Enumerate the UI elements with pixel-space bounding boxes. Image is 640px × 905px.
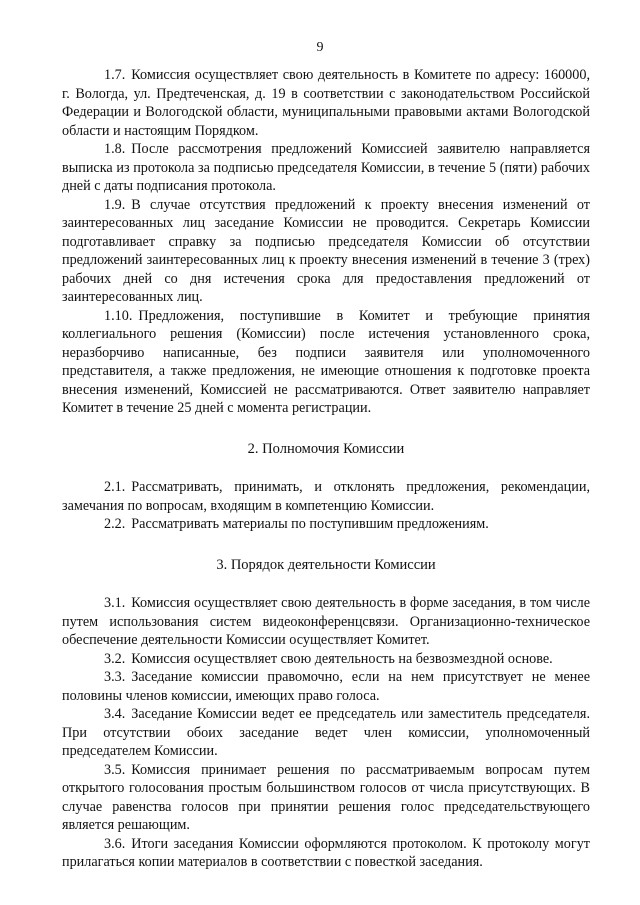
paragraph-3-5 bbox=[62, 761, 590, 835]
paragraph-number: 3.2. bbox=[104, 650, 126, 667]
paragraph-2-2 bbox=[62, 515, 590, 534]
paragraph-number: 3.5. bbox=[104, 761, 126, 778]
paragraph-number: 3.1. bbox=[104, 595, 126, 611]
paragraph-text: Комиссия осуществляет свою деятельность на безвозмездной основе. bbox=[131, 650, 553, 667]
paragraph-text: Комиссия осуществляет свою деятельность в Комитете по адресу: 160000, г. Вологда, ул. Предтеченская, д. 19 в соответствии с законодательством Российской Федерации и Вологодской области, муниципальными правовыми актами Вологодской области и настоящим Порядком. bbox=[62, 67, 590, 139]
paragraph-3-3 bbox=[62, 668, 590, 705]
paragraph-number: 2.1. bbox=[104, 479, 126, 495]
paragraph-1-7 bbox=[62, 66, 590, 140]
paragraph-1-8 bbox=[62, 140, 590, 196]
paragraph-3-6 bbox=[62, 835, 590, 872]
paragraph-number: 3.3. bbox=[104, 669, 126, 685]
paragraph-number: 1.10. bbox=[104, 307, 133, 324]
section-1 bbox=[62, 66, 590, 418]
paragraph-text: Комиссия осуществляет свою деятельность в форме заседания, в том числе путем использования систем видеоконференцсвязи. Организационно-техническое обеспечение деятельности Комиссии осуществляет Комитет. bbox=[62, 595, 590, 648]
paragraph-number: 3.4. bbox=[104, 706, 126, 722]
paragraph-number: 1.9. bbox=[104, 196, 126, 213]
paragraph-1-9 bbox=[62, 196, 590, 307]
paragraph-number: 2.2. bbox=[104, 516, 126, 532]
paragraph-3-4 bbox=[62, 705, 590, 761]
paragraph-text: Итоги заседания Комиссии оформляются протоколом. К протоколу могут прилагаться копии материалов в соответствии с повесткой заседания. bbox=[62, 835, 590, 870]
paragraph-text: Заседание Комиссии ведет ее председатель или заместитель председателя. При отсутствии обоих заседание ведет член комиссии, уполномоченный председателем Комиссии. bbox=[62, 706, 590, 759]
paragraph-number: 1.7. bbox=[104, 67, 126, 83]
paragraph-number: 1.8. bbox=[104, 141, 126, 157]
paragraph-text: Заседание комиссии правомочно, если на нем присутствует не менее половины членов комиссии, имеющих право голоса. bbox=[62, 669, 590, 704]
paragraph-3-1 bbox=[62, 594, 590, 650]
section-3 bbox=[62, 556, 590, 872]
paragraph-2-1 bbox=[62, 478, 590, 515]
section-2 bbox=[62, 440, 590, 534]
document-body bbox=[62, 66, 590, 872]
paragraph-text: Рассматривать, принимать, и отклонять предложения, рекомендации, замечания по вопросам, входящим в компетенцию Комиссии. bbox=[62, 479, 590, 514]
paragraph-text: Рассматривать материалы по поступившим предложениям. bbox=[131, 516, 489, 532]
section-heading: 2. Полномочия Комиссии bbox=[247, 440, 405, 457]
paragraph-3-2 bbox=[62, 650, 590, 669]
paragraph-1-10 bbox=[62, 307, 590, 418]
paragraph-text: Комиссия принимает решения по рассматриваемым вопросам путем открытого голосования простым большинством голосов от числа присутствующих. В случае равенства голосов при принятии решения голос председательствующего является решающим. bbox=[62, 761, 590, 833]
paragraph-text: В случае отсутствия предложений к проекту внесения изменений от заинтересованных лиц заседание Комиссии не проводится. Секретарь Комиссии подготавливает справку за подписью председателя Комиссии об отсутствии предложений заинтересованных лиц к проекту внесения изменений в течение 3 (трех) рабочих дней со дня истечения срока для предоставления предложений от заинтересованных лиц. bbox=[62, 196, 590, 305]
paragraph-text: После рассмотрения предложений Комиссией заявителю направляется выписка из протокола за подписью председателя Комиссии, в течение 5 (пяти) рабочих дней с даты подписания протокола. bbox=[62, 141, 590, 194]
section-heading: 3. Порядок деятельности Комиссии bbox=[216, 556, 436, 573]
paragraph-number: 3.6. bbox=[104, 835, 126, 852]
paragraph-text: Предложения, поступившие в Комитет и требующие принятия коллегиального решения (Комиссии) после истечения установленного срока, неразборчиво написанные, без подписи заявителя или уполномоченного представителя, а также предложения, не имеющие отношения к подготовке проекта внесения изменений, Комиссией не рассматриваются. Ответ заявителю направляет Комитет в течение 25 дней с момента регистрации. bbox=[62, 307, 590, 416]
page-number: 9 bbox=[316, 40, 324, 55]
